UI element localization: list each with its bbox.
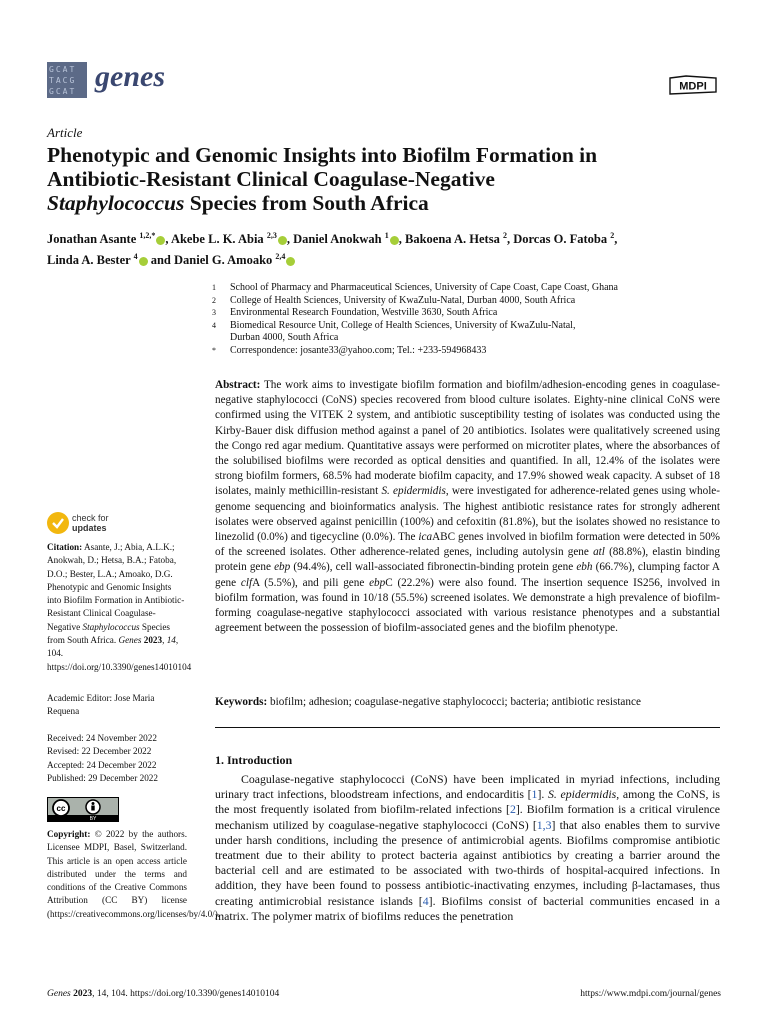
citation-link[interactable]: 1 [531, 787, 538, 802]
academic-editor: Academic Editor: Jose Maria Requena [47, 693, 155, 717]
affiliation-num: 2 [212, 295, 216, 305]
author-affil: 2 [502, 231, 507, 240]
affiliation-item [212, 320, 712, 333]
title-line [47, 191, 727, 215]
article-type: Article [47, 125, 83, 140]
cc-by-text: BY [89, 816, 97, 821]
gene-name: clf [240, 576, 253, 589]
abstract-text: C (22.2%) were also found. The insertion sequence IS256, involved in biofilm formation, was found in 10/18 (55.5%) screened isolates. We demonstrate a high prevalence of biofilm-forming coagulase-negative staphylococci associated with various resistance phenotypes and a substantial agreement between the possession of biofilm-associated genes and the biofilm phenotype. [215, 576, 721, 635]
affiliation-text: College of Health Sciences, University of KwaZulu-Natal, Durban 4000, South Africa [230, 294, 576, 306]
check-updates-label: updates [72, 523, 107, 533]
keywords-text: biofilm; adhesion; coagulase-negative staphylococci; bacteria; antibiotic resistance [267, 696, 641, 708]
keywords-label: Keywords: [215, 696, 268, 708]
abstract-text: A (5.5%), and pili gene [252, 576, 370, 589]
author-affil: 4 [133, 252, 138, 262]
author-affil: 2,3 [266, 231, 277, 240]
affiliation-text: Correspondence: josante33@yahoo.com; Tel.: +233-594968433 [230, 344, 487, 356]
intro-text: , among the CoNS, is the most frequently isolated from biofilm-related infections [ [215, 787, 721, 817]
citation-block [47, 541, 192, 674]
title-rest: Species from South Africa [184, 191, 429, 215]
orcid-icon[interactable] [139, 257, 148, 266]
affiliation-item [212, 345, 712, 358]
author-affil: 1,2,* [139, 231, 156, 240]
gene-name: ica [418, 531, 433, 544]
title-line: Antibiotic-Resistant Clinical Coagulase-Negative [47, 167, 495, 191]
citation-text: Species from South Africa. [47, 621, 170, 646]
journal-name: genes [95, 60, 165, 93]
author-name: Daniel G. Amoako [174, 253, 273, 268]
accepted-date: Accepted: 24 December 2022 [47, 759, 157, 770]
gene-name: atl [593, 546, 605, 559]
gene-name: ebp [369, 576, 386, 589]
affiliation-item [212, 332, 712, 345]
orcid-icon[interactable] [286, 257, 295, 266]
intro-text: ] that also enables them to survive under harsh conditions, including the presence of antimicrobial agents. Biofilms compromise antibiotic treatment due to their ability to protect bacteria against antibiotics by creating a barrier around the bacterial cell and are estimated to be associated with two-thirds of hospital-acquired infections. In addition, they have been found to possess antibiotic-inactivating enzymes, including β-lactamases, thus creating antimicrobial resistance islands [ [215, 817, 721, 908]
intro-text: ]. Biofilms consist of bacterial communities encased in a matrix. The polymer matrix of biofilms reduces the penetration [215, 893, 721, 923]
gene-name: ebh [576, 561, 593, 574]
mdpi-logo-text: MDPI [679, 80, 707, 93]
orcid-icon[interactable] [278, 236, 287, 245]
journal-logo [47, 62, 87, 98]
orcid-icon[interactable] [156, 236, 165, 245]
affiliations [212, 282, 712, 357]
copyright-label: Copyright: [47, 829, 91, 839]
author-name: Akebe L. K. Abia [170, 232, 264, 247]
citation-genus: Staphylococcus [82, 621, 140, 632]
affiliation-text: Biomedical Resource Unit, College of Health Sciences, University of KwaZulu-Natal, [230, 319, 576, 331]
abstract-text: ABC genes involved in biofilm formation were detected in 50% of the screened isolates. Other adherence-related genes, including autolysin gene [215, 531, 720, 559]
affiliation-num: 3 [212, 308, 216, 317]
publication-dates [47, 732, 187, 785]
intro-text: Coagulase-negative staphylococci (CoNS) have been implicated in myriad infections, including urinary tract infections, bloodstream infections, and endocarditis [ [215, 772, 720, 802]
gene-name: ebp [274, 561, 291, 574]
citation-link[interactable]: 1,3 [536, 817, 552, 832]
affiliation-num: 1 [212, 283, 216, 292]
check-updates-icon[interactable] [47, 512, 69, 534]
citation-link[interactable]: 2 [509, 802, 516, 817]
paper-title [47, 143, 727, 215]
received-date: Received: 24 November 2022 [47, 733, 157, 743]
author-name: Dorcas O. Fatoba [513, 232, 608, 247]
footer-citation [47, 989, 279, 999]
citation-text: , [162, 635, 167, 646]
intro-paragraph [215, 772, 720, 924]
check-updates-button[interactable] [72, 513, 109, 533]
author-affil: 1 [384, 231, 389, 240]
footer-journal: Genes [47, 989, 71, 999]
author-joiner: and [150, 253, 171, 268]
logo-line: GCAT [49, 65, 77, 74]
author-name: Daniel Anokwah [293, 232, 382, 247]
author-name: Linda A. Bester [47, 253, 131, 268]
svg-text:cc: cc [56, 804, 66, 813]
revised-date: Revised: 22 December 2022 [47, 746, 152, 757]
copyright-text: © 2022 by the authors. Licensee MDPI, Basel, Switzerland. This article is an open access article distributed under the terms and conditions of the Creative Commons Attribution (CC BY) license (https://creativecommons.org/licenses/by/4.0/). [47, 829, 221, 919]
logo-line: GCAT [49, 87, 77, 96]
author-affil: 2,4 [275, 252, 286, 262]
author-affil: 2 [610, 231, 615, 240]
orcid-icon[interactable] [390, 236, 399, 245]
copyright-block [47, 828, 221, 921]
section-heading: 1. Introduction [215, 753, 293, 767]
intro-text: ]. [537, 787, 548, 802]
affiliation-text: Environmental Research Foundation, Westville 3630, South Africa [230, 307, 498, 318]
affiliation-item [212, 307, 712, 320]
author-name: Bakoena A. Hetsa [405, 232, 500, 247]
footer-journal-url[interactable]: https://www.mdpi.com/journal/genes [580, 989, 721, 999]
affiliation-num: 4 [212, 320, 216, 330]
abstract-text: The work aims to investigate biofilm formation and biofilm/adhesion-encoding genes in coagulase-negative staphylococci (CoNS) species recovered from blood culture isolates. Eighty-nine clinical CoNS were confirmed using the VITEK 2 system, and antibiotic susceptibility testing of isolates was conducted using the Kirby-Bauer disk diffusion method against a panel of 20 antibiotics. Isolates were qualitatively screened using the Congo red agar medium. Quantitative assays were performed on microtiter plates, where the absorbances of the solubilised biofilms were recorded as optical densities and quantified. In all, 12.4% of the isolates were strong biofilm formers, 68.5% had moderate biofilm capacity, and 17.9% showed weak capacity. A subset of 18 isolates, mainly methicillin-resistant [215, 379, 720, 498]
author-name: Jonathan Asante [47, 232, 137, 247]
author-list: Jonathan Asante $^{1,2,*}$ , Akebe L. K. Abia $^{2,3}$ , Daniel Anokwah $^1$ , Bakoena A. Hetsa $^2$, Dorcas O. Fatoba $^2$, Linda A. Bester $^4$ and Daniel G. Amoako $^{2,4}$ [47, 231, 618, 268]
abstract-species: S. epidermidis [381, 485, 446, 498]
citation-doi[interactable]: , 104. https://doi.org/10.3390/genes14010104 [47, 635, 192, 672]
keywords [215, 695, 720, 710]
affiliation-text: School of Pharmacy and Pharmaceutical Sciences, University of Cape Coast, Cape Coast, Ghana [230, 282, 618, 293]
title-genus: Staphylococcus [47, 191, 185, 215]
footer-year: 2023 [73, 989, 93, 999]
citation-volume: 14 [166, 635, 176, 646]
abstract-text: (66.7%), clumping factor A gene [215, 561, 720, 589]
abstract-text: (94.4%), cell wall-associated fibronectin-binding protein gene [290, 561, 577, 574]
check-updates-label: check for [72, 513, 109, 523]
affiliation-num [212, 332, 230, 345]
cc-by-license-icon[interactable] [47, 797, 119, 822]
abstract-label: Abstract: [215, 379, 261, 391]
section-divider [215, 727, 720, 728]
affiliation-text: Durban 4000, South Africa [230, 332, 339, 343]
citation-journal: Genes [118, 635, 142, 646]
abstract-text: , were investigated for adherence-related genes using whole-genome sequencing and bioinformatics analysis. The highest antibiotic resistance rates for strongly adherent isolates were observed against penicillin (100%) and cefoxitin (81.8%), but the isolates showed no resistance to linezolid (0.0%) and tigecycline (0.0%). The [215, 485, 720, 544]
affiliation-num: * [212, 345, 216, 355]
title-line: Phenotypic and Genomic Insights into Biofilm Formation in [47, 143, 598, 167]
abstract-text: (88.8%), elastin binding protein gene [215, 546, 720, 574]
logo-line: TACG [49, 76, 77, 85]
citation-text: Asante, J.; Abia, A.L.K.; Anokwah, D.; Hetsa, B.A.; Fatoba, D.O.; Bester, L.A.; Amoako, D.G. Phenotypic and Genomic Insights into Biofilm Formation in Antibiotic-Resistant Clinical Coagulase-Negative [47, 542, 185, 632]
affiliation-item [212, 282, 712, 295]
abstract [215, 378, 720, 636]
citation-label: Citation: [47, 542, 83, 552]
citation-year: 2023 [143, 635, 163, 646]
affiliation-item [212, 295, 712, 308]
footer-doi[interactable]: , 14, 104. https://doi.org/10.3390/genes14010104 [92, 989, 280, 999]
intro-species: S. epidermidis [548, 787, 617, 802]
mdpi-logo [666, 74, 720, 94]
citation-link[interactable]: 4 [422, 893, 429, 908]
intro-text: ]. Biofilm formation is a critical virulence mechanism utilized by coagulase-negative staphylococci (CoNS) [ [215, 802, 720, 832]
published-date: Published: 29 December 2022 [47, 772, 158, 783]
